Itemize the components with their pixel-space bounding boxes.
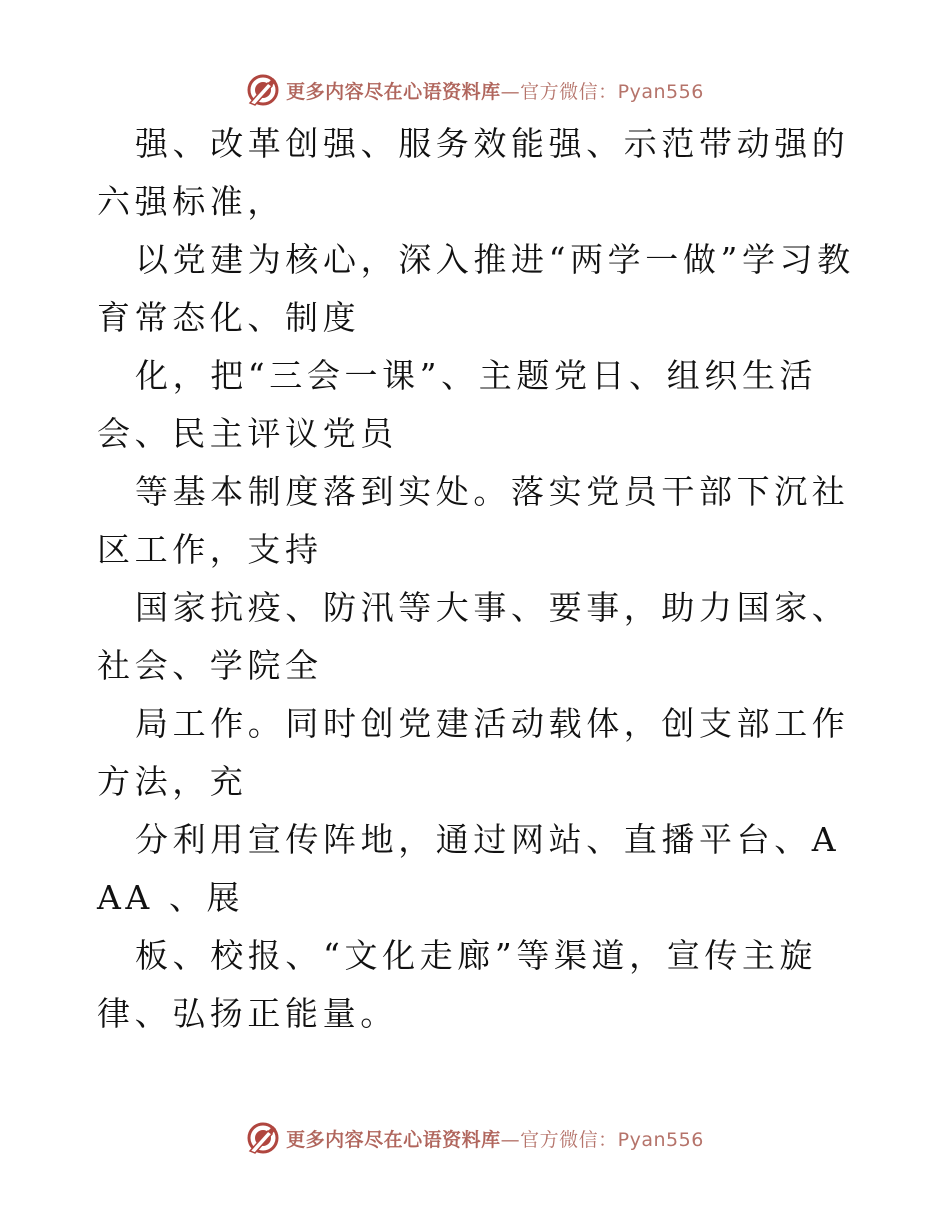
paragraph-1: 强、改革创强、服务效能强、示范带动强的六强标准， [97, 124, 850, 221]
footer-banner-text [286, 1125, 704, 1152]
pen-logo-icon [246, 73, 280, 107]
paragraph-8: 板、校报、“文化走廊”等渠道，宣传主旋律、弘扬正能量。 [97, 936, 818, 1033]
header-banner [0, 70, 950, 110]
footer-banner-wechat: —官方微信：Pyan556 [500, 1128, 704, 1151]
header-banner-text [286, 77, 704, 104]
footer-banner-title: 更多内容尽在心语资料库 [286, 1128, 501, 1151]
header-banner-wechat: —官方微信：Pyan556 [500, 80, 704, 103]
footer-banner [0, 1118, 950, 1158]
paragraph-7: 分利用宣传阵地，通过网站、直播平台、AAA 、展 [97, 820, 841, 917]
paragraph-5: 国家抗疫、防汛等大事、要事，助力国家、社会、学院全 [97, 588, 850, 685]
pen-logo-icon [246, 1121, 280, 1155]
paragraph-3: 化，把“三会一课”、主题党日、组织生活会、民主评议党员 [97, 356, 818, 453]
paragraph-2: 以党建为核心，深入推进“两学一做”学习教育常态化、制度 [97, 240, 855, 337]
paragraph-4: 等基本制度落到实处。落实党员干部下沉社区工作，支持 [97, 472, 850, 569]
header-banner-title: 更多内容尽在心语资料库 [286, 80, 501, 103]
document-body [97, 115, 857, 1043]
paragraph-6: 局工作。同时创党建活动载体，创支部工作方法，充 [97, 704, 850, 801]
